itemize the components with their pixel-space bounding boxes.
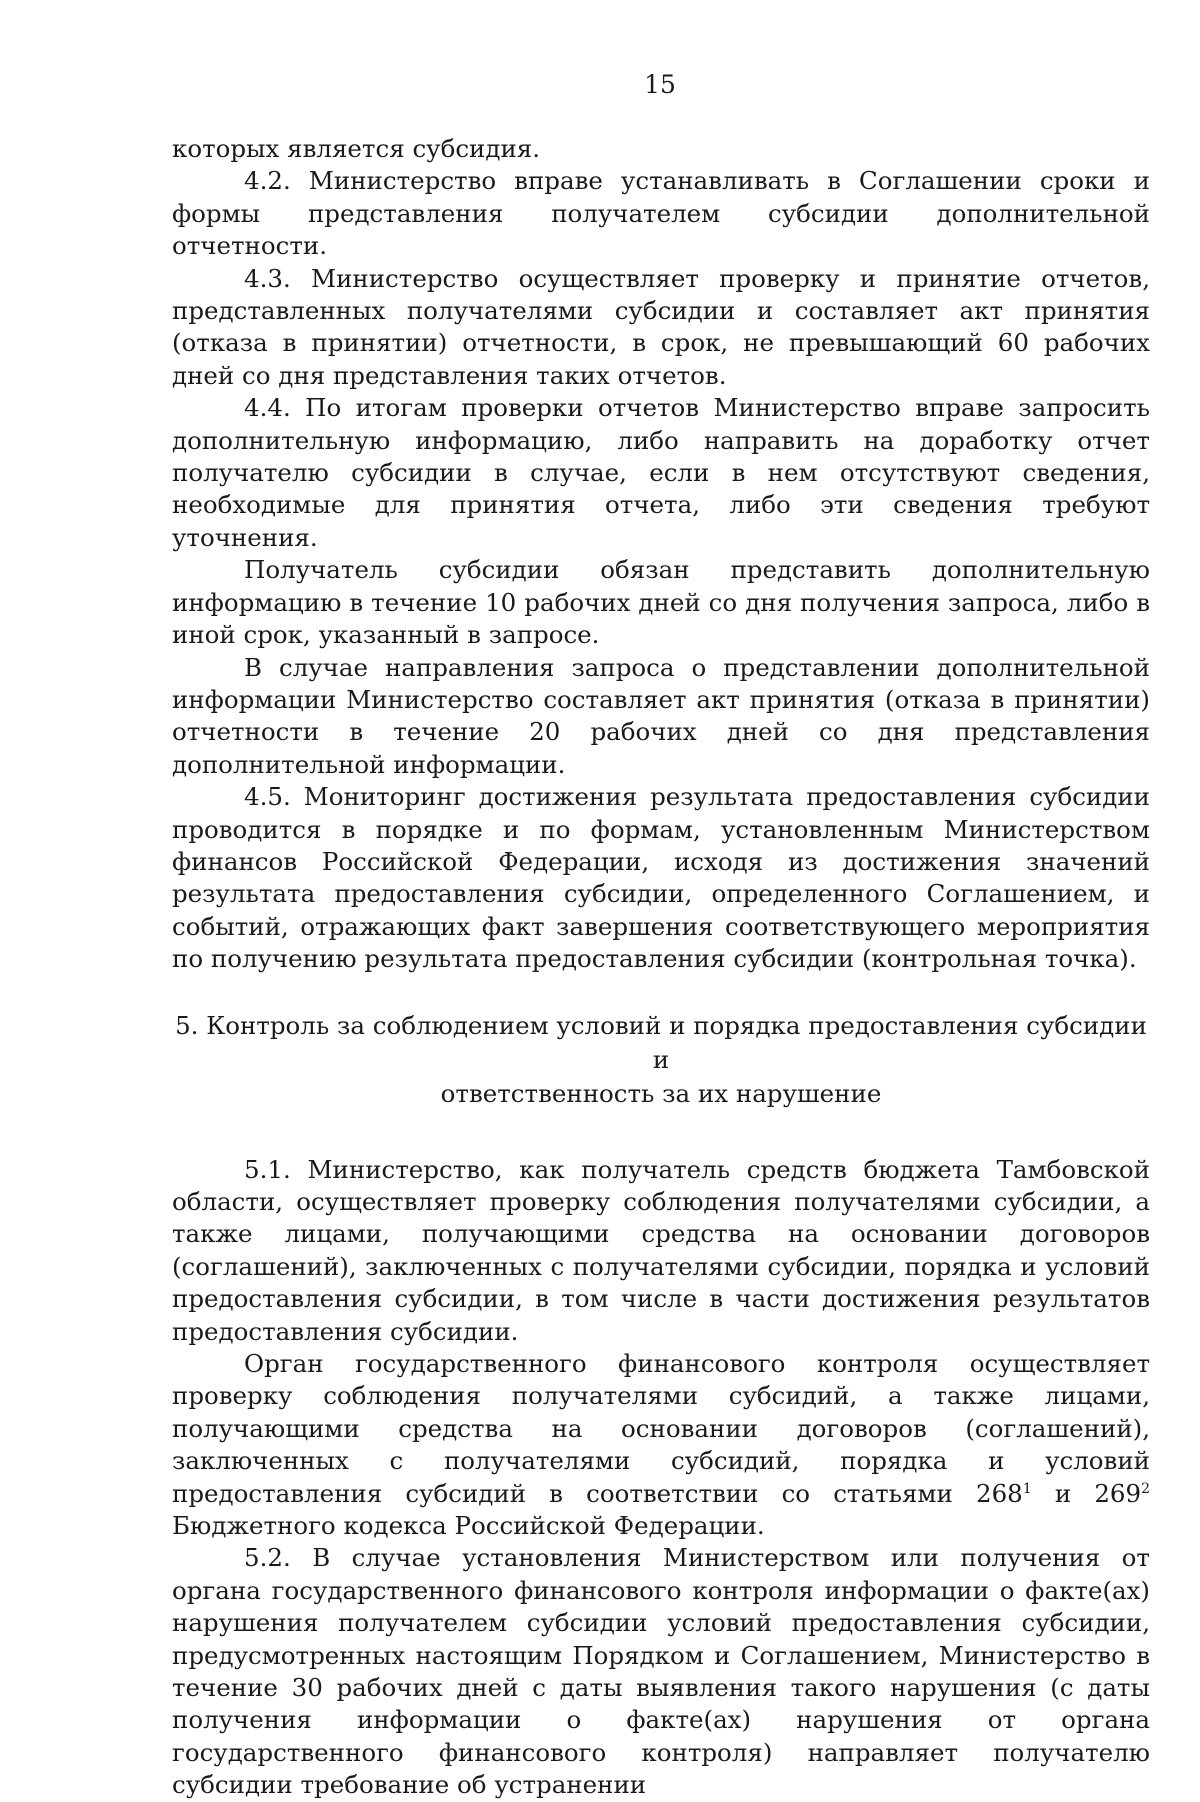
paragraph-4-2: 4.2. Министерство вправе устанавливать в Соглашении сроки и формы представления получателем субсидии дополнительной отчетности. — [172, 166, 1150, 261]
article-268-superscript: 1 — [1022, 1480, 1032, 1497]
paragraph-5-2: 5.2. В случае установления Министерством или получения от органа государственного финансового контроля информации о факте(ах) нарушения получателем субсидии условий предоставления субсидии, предусмотренных настоящим Порядком и Соглашением, Министерство в течение 30 рабочих дней с даты выявления такого нарушения (с даты получения информации о факте(ах) нарушения от органа государственного финансового контроля) направляет получателю субсидии требование об устранении — [172, 1543, 1150, 1800]
document-body — [172, 133, 1150, 1802]
paragraph-4-4: 4.4. По итогам проверки отчетов Министерство вправе запросить дополнительную информацию, либо направить на доработку отчет получателю субсидии в случае, если в нем отсутствуют сведения, необходимые для принятия отчета, либо эти сведения требуют уточнения. — [172, 393, 1150, 552]
budget-code-reference: Бюджетного кодекса Российской Федерации. — [172, 1511, 765, 1541]
paragraph-4-3: 4.3. Министерство осуществляет проверку и принятие отчетов, представленных получателями субсидии и составляет акт принятия (отказа в принятии) отчетности, в срок, не превышающий 60 рабочих дней со дня представления таких отчетов. — [172, 263, 1150, 390]
article-269-superscript: 2 — [1141, 1480, 1151, 1497]
paragraph-5-1-control — [172, 1348, 1150, 1542]
paragraph-4-4-request: В случае направления запроса о представлении дополнительной информации Министерство составляет акт принятия (отказа в принятии) отчетности в течение 20 рабочих дней со дня представления дополнительной информации. — [172, 652, 1150, 779]
paragraph-4-4-recipient: Получатель субсидии обязан представить дополнительную информацию в течение 10 рабочих дней со дня получения запроса, либо в иной срок, указанный в запросе. — [172, 555, 1150, 650]
paragraph-5-1: 5.1. Министерство, как получатель средств бюджета Тамбовской области, осуществляет проверку соблюдения получателями субсидии, а также лицами, получающими средства на основании договоров (соглашений), заключенных с получателями субсидии, порядка и условий предоставления субсидии, в том числе в части достижения результатов предоставления субсидии. — [172, 1154, 1150, 1346]
paragraph-4-5: 4.5. Мониторинг достижения результата предоставления субсидии проводится в порядке и по формам, установленным Министерством финансов Российской Федерации, исходя из достижения значений результата предоставления субсидии, определенного Соглашением, и событий, отражающих факт завершения соответствующего мероприятия по получению результата предоставления субсидии (контрольная точка). — [172, 782, 1150, 974]
page-number: 15 — [644, 70, 676, 99]
paragraph-5-1-control-text: Орган государственного финансового контроля осуществляет проверку соблюдения получателями субсидий, а также лицами, получающими средства на основании договоров (соглашений), заключенных с получателями субсидий, порядка и условий предоставления субсидий в соответствии со статьями — [172, 1349, 1150, 1508]
article-268: 268 — [975, 1478, 1023, 1508]
section-5-heading-line1: 5. Контроль за соблюдением условий и порядка предоставления субсидии и — [175, 1010, 1147, 1074]
paragraph-continuation: которых является субсидия. — [172, 134, 541, 163]
article-269: 269 — [1094, 1478, 1142, 1508]
conjunction: и — [1054, 1478, 1072, 1508]
section-5-heading — [172, 976, 1150, 1154]
section-5-heading-line2: ответственность за их нарушение — [440, 1078, 882, 1108]
